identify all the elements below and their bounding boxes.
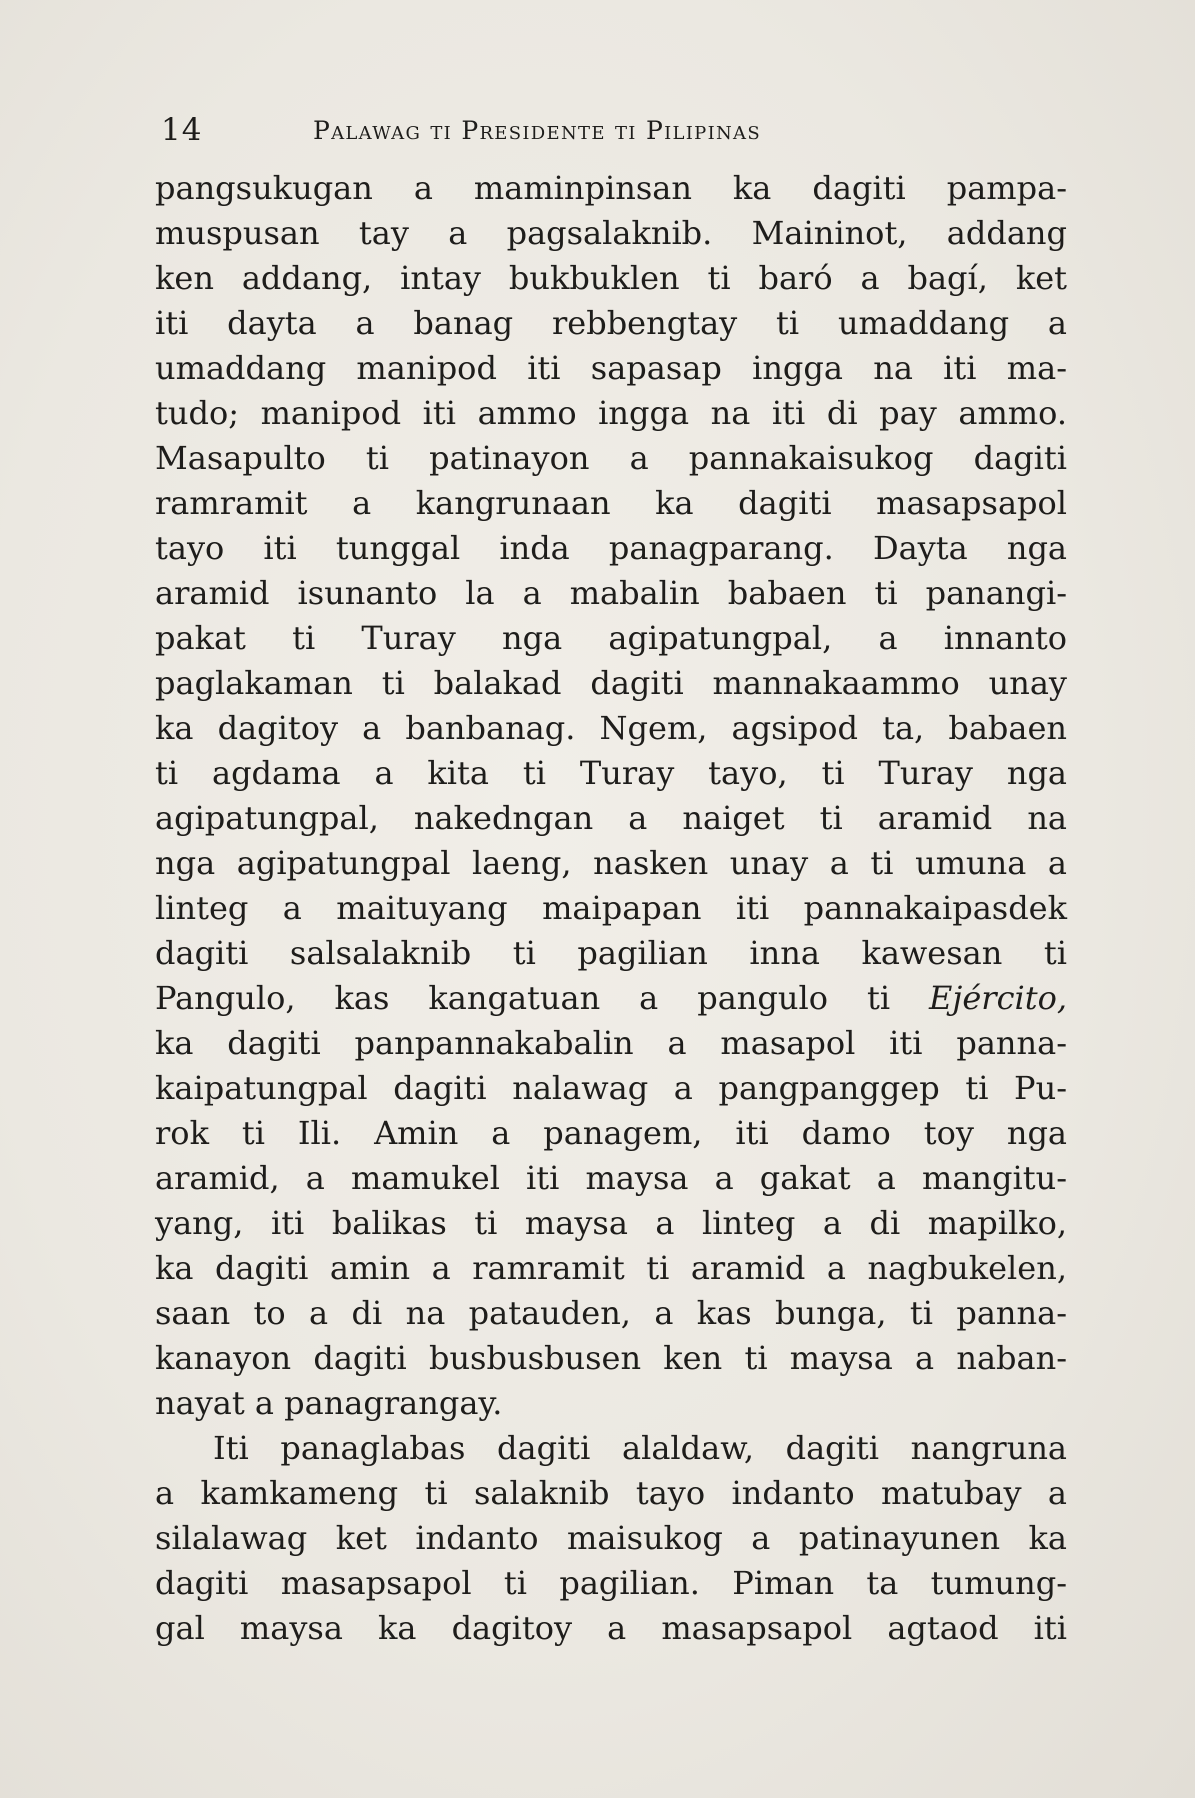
text-segment: Pangulo, kas kangatuan a pangulo ti	[155, 979, 891, 1017]
text-line: pangsukugan a maminpinsan ka dagiti pampa-	[155, 169, 1067, 207]
body-text	[155, 166, 1067, 1651]
text-line: ka dagitoy a banbanag. Ngem, agsipod ta, babaen	[155, 709, 1067, 747]
text-line: ken addang, intay bukbuklen ti baró a bagí, ket	[155, 259, 1067, 297]
text-line: kaipatungpal dagiti nalawag a pangpanggep ti Pu-	[155, 1069, 1067, 1107]
text-line: ti agdama a kita ti Turay tayo, ti Turay nga	[155, 754, 1067, 792]
text-line: ka dagiti amin a ramramit ti aramid a nagbukelen,	[155, 1249, 1067, 1287]
text-line: agipatungpal, nakedngan a naiget ti aramid na	[155, 799, 1067, 837]
text-line: gal maysa ka dagitoy a masapsapol agtaod iti	[155, 1609, 1067, 1647]
text-line: paglakaman ti balakad dagiti mannakaammo unay	[155, 664, 1067, 702]
text-line: Masapulto ti patinayon a pannakaisukog dagiti	[155, 439, 1067, 477]
italic-word: Ejército,	[929, 979, 1068, 1017]
text-line-with-italic	[155, 976, 1067, 1021]
text-line-paragraph-end: nayat a panagrangay.	[155, 1384, 503, 1422]
text-line: ka dagiti panpannakabalin a masapol iti panna-	[155, 1024, 1067, 1062]
text-line: dagiti salsalaknib ti pagilian inna kawesan ti	[155, 934, 1067, 972]
text-line: linteg a maituyang maipapan iti pannakaipasdek	[155, 889, 1067, 927]
text-line: yang, iti balikas ti maysa a linteg a di mapilko,	[155, 1204, 1067, 1242]
text-line: umaddang manipod iti sapasap ingga na iti ma-	[155, 349, 1067, 387]
text-line: saan to a di na patauden, a kas bunga, ti panna-	[155, 1294, 1067, 1332]
page-header	[161, 112, 1081, 152]
text-line: aramid isunanto la a mabalin babaen ti panangi-	[155, 574, 1067, 612]
text-line-paragraph-start: Iti panaglabas dagiti alaldaw, dagiti nangruna	[213, 1429, 1067, 1467]
text-line: aramid, a mamukel iti maysa a gakat a mangitu-	[155, 1159, 1067, 1197]
page-number: 14	[161, 112, 203, 148]
text-line: pakat ti Turay nga agipatungpal, a innanto	[155, 619, 1067, 657]
text-line: kanayon dagiti busbusbusen ken ti maysa a naban-	[155, 1339, 1067, 1377]
text-line: silalawag ket indanto maisukog a patinayunen ka	[155, 1519, 1067, 1557]
text-line: muspusan tay a pagsalaknib. Maininot, addang	[155, 214, 1067, 252]
text-line: rok ti Ili. Amin a panagem, iti damo toy nga	[155, 1114, 1067, 1152]
text-line: ramramit a kangrunaan ka dagiti masapsapol	[155, 484, 1067, 522]
text-line: iti dayta a banag rebbengtay ti umaddang a	[155, 304, 1067, 342]
running-head: Palawag ti Presidente ti Pilipinas	[313, 116, 761, 145]
text-line: nga agipatungpal laeng, nasken unay a ti umuna a	[155, 844, 1067, 882]
text-line: a kamkameng ti salaknib tayo indanto matubay a	[155, 1474, 1067, 1512]
text-line: tayo iti tunggal inda panagparang. Dayta nga	[155, 529, 1067, 567]
text-line: tudo; manipod iti ammo ingga na iti di pay ammo.	[155, 394, 1067, 432]
text-line: dagiti masapsapol ti pagilian. Piman ta tumung-	[155, 1564, 1067, 1602]
